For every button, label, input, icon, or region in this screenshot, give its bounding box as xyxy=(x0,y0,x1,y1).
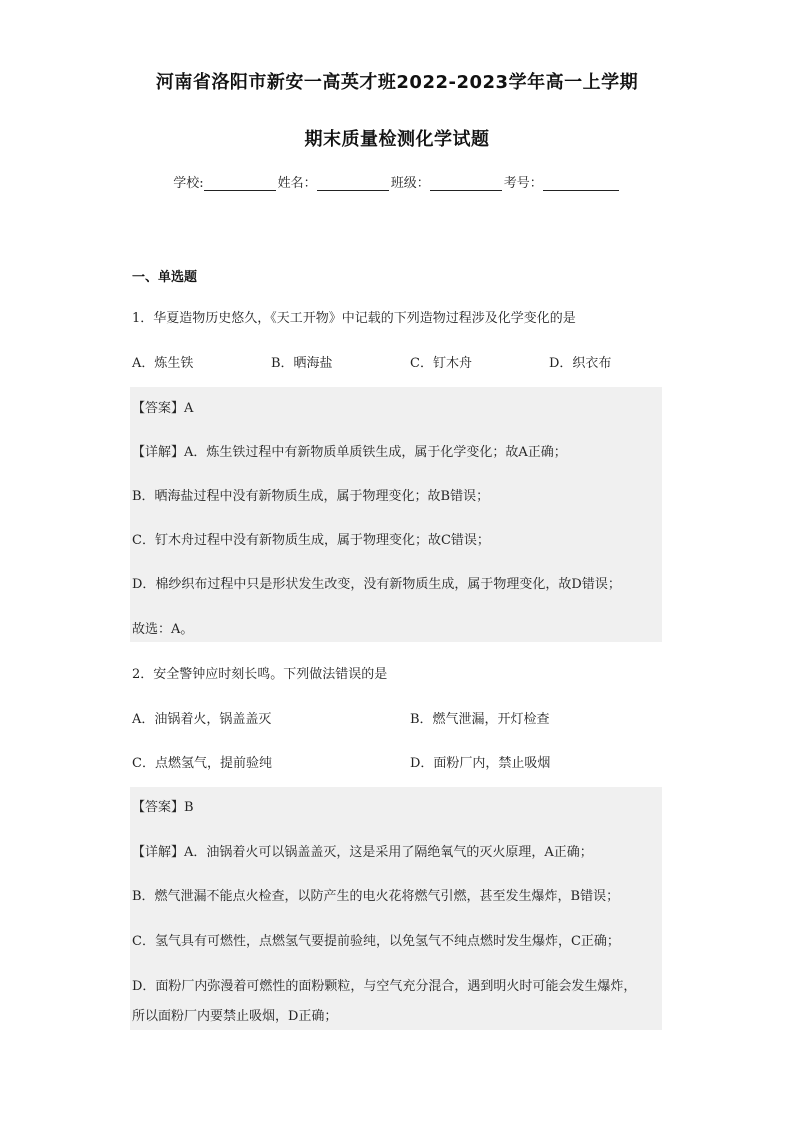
question-2-option-b: B．燃气泄漏，开灯检查 xyxy=(410,712,550,727)
question-1-answer: 【答案】A xyxy=(132,401,194,416)
school-label: 学校: xyxy=(173,176,204,191)
question-2-option-a: A．油锅着火，锅盖盖灭 xyxy=(132,712,272,727)
school-blank xyxy=(204,176,276,191)
name-blank xyxy=(317,176,389,191)
question-1-answer-box xyxy=(130,387,662,642)
question-2-option-d: D．面粉厂内，禁止吸烟 xyxy=(410,756,551,771)
document-title-line2: 期末质量检测化学试题 xyxy=(304,129,490,150)
question-1-option-a: A．炼生铁 xyxy=(132,356,194,371)
number-label: 考号： xyxy=(503,176,543,191)
section-title: 一、单选题 xyxy=(132,270,198,285)
number-blank xyxy=(543,176,619,191)
question-1-detail-line: D．棉纱织布过程中只是形状发生改变，没有新物质生成，属于物理变化，故D错误； xyxy=(132,577,621,592)
question-2-answer: 【答案】B xyxy=(132,800,194,815)
question-2-answer-box xyxy=(130,787,662,1030)
name-label: 姓名： xyxy=(277,176,317,191)
class-label: 班级： xyxy=(390,176,430,191)
question-2-stem: 2．安全警钟应时刻长鸣。下列做法错误的是 xyxy=(132,667,388,682)
question-1-detail-line: 故选：A。 xyxy=(132,622,194,637)
question-1-detail-line: C．钉木舟过程中没有新物质生成，属于物理变化；故C错误； xyxy=(132,533,490,548)
question-2-detail-line: D．面粉厂内弥漫着可燃性的面粉颗粒，与空气充分混合，遇到明火时可能会发生爆炸， xyxy=(132,979,637,994)
student-info-row xyxy=(0,172,794,191)
document-title-line1: 河南省洛阳市新安一高英才班2022-2023学年高一上学期 xyxy=(155,72,639,93)
question-2-detail-line: 所以面粉厂内要禁止吸烟，D正确； xyxy=(132,1009,338,1024)
question-1-option-d: D．织衣布 xyxy=(549,356,612,371)
question-1-stem: 1．华夏造物历史悠久，《天工开物》中记载的下列造物过程涉及化学变化的是 xyxy=(132,311,576,326)
question-2-detail-line: 【详解】A．油锅着火可以锅盖盖灭，这是采用了隔绝氧气的灭火原理，A正确； xyxy=(132,845,593,860)
question-1-detail-line: B．晒海盐过程中没有新物质生成，属于物理变化；故B错误； xyxy=(132,489,490,504)
question-1-detail-line: 【详解】A．炼生铁过程中有新物质单质铁生成，属于化学变化；故A正确； xyxy=(132,445,567,460)
question-1-option-c: C．钉木舟 xyxy=(410,356,472,371)
class-blank xyxy=(430,176,502,191)
question-2-detail-line: B．燃气泄漏不能点火检查，以防产生的电火花将燃气引燃，甚至发生爆炸，B错误； xyxy=(132,889,620,904)
question-1-option-b: B．晒海盐 xyxy=(271,356,333,371)
question-2-option-c: C．点燃氢气，提前验纯 xyxy=(132,756,272,771)
question-2-detail-line: C．氢气具有可燃性，点燃氢气要提前验纯，以免氢气不纯点燃时发生爆炸，C正确； xyxy=(132,934,620,949)
